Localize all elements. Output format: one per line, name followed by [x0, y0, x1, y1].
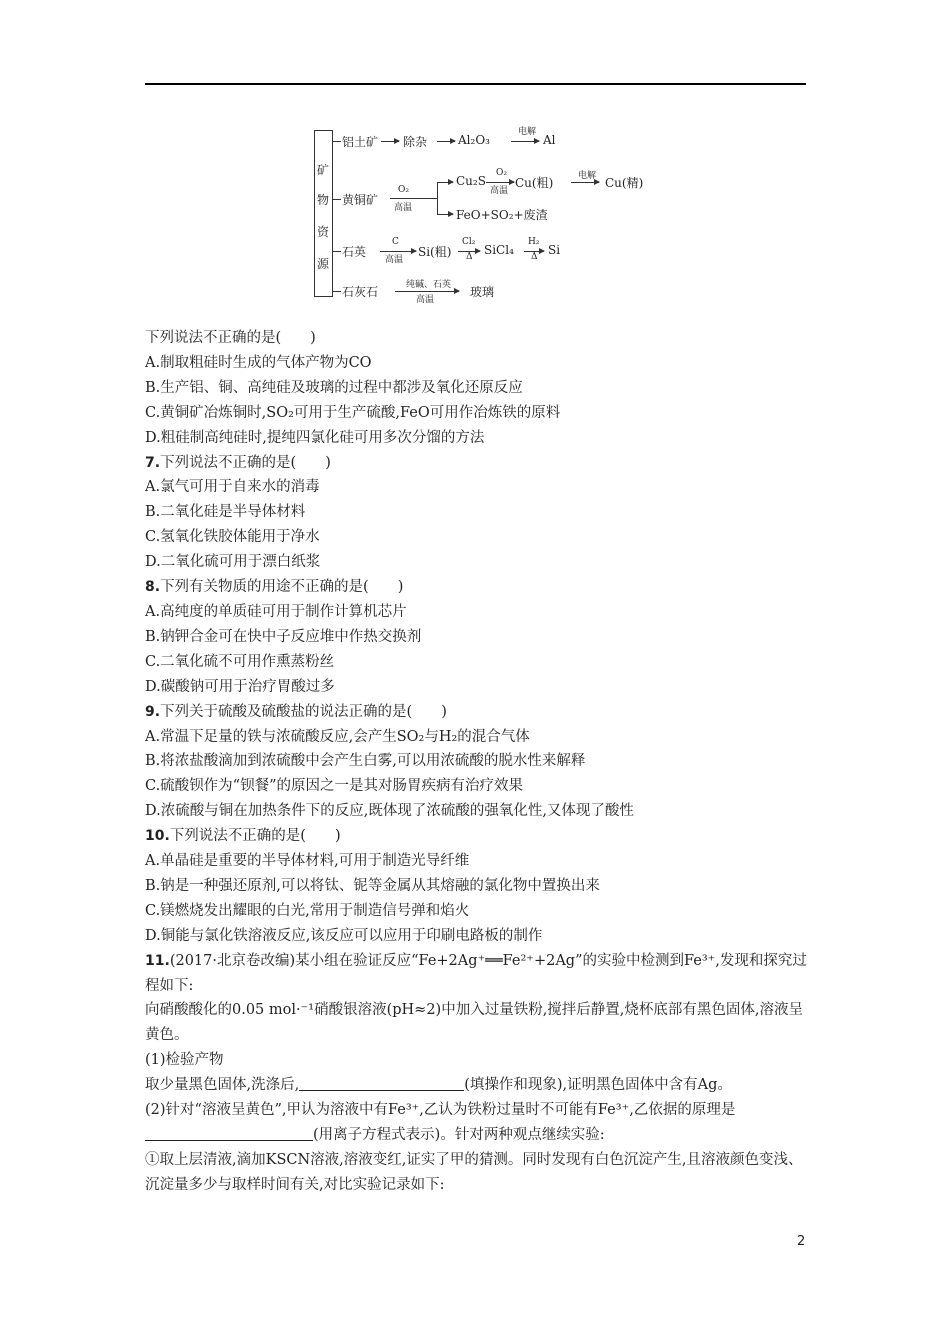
q9-stem: 下列关于硫酸及硫酸盐的说法正确的是( ) [160, 703, 447, 720]
condition: H₂ [528, 237, 540, 247]
q9-option-a: A.常温下足量的铁与浓硫酸反应,会产生SO₂与H₂的混合气体 [145, 728, 530, 745]
step-purify: 除杂 [403, 135, 428, 149]
source-bauxite: 铝土矿 [342, 135, 379, 149]
q11-part2-text: (用离子方程式表示)。针对两种观点继续实验: [313, 1127, 605, 1143]
product-glass: 玻璃 [470, 285, 495, 299]
page-number: 2 [797, 1234, 806, 1249]
q7-option-c: C.氢氧化铁胶体能用于净水 [145, 529, 320, 546]
q9-option-d: D.浓硫酸与铜在加热条件下的反应,既体现了浓硫酸的强氧化性,又体现了酸性 [145, 803, 634, 820]
product-si: Si [548, 243, 561, 257]
answer-blank-2[interactable] [145, 1124, 313, 1141]
q6-option-c: C.黄铜矿冶炼铜时,SO₂可用于生产硫酸,FeO可用作冶炼铁的原料 [145, 404, 561, 421]
q8-option-a: A.高纯度的单质硅可用于制作计算机芯片 [145, 603, 407, 620]
arrow [571, 182, 599, 183]
q8-option-b: B.钠钾合金可在快中子反应堆中作热交换剂 [145, 628, 422, 645]
arrow [437, 141, 455, 142]
q11-intro: (2017·北京卷改编)某小组在验证反应“Fe+2Ag⁺══Fe²⁺+2Ag”的实验中检测到Fe³⁺,发现和探究过程如下: [145, 952, 807, 994]
arrow [381, 141, 399, 142]
q11-part1-text: (填操作和现象),证明黑色固体中含有Ag。 [464, 1077, 732, 1094]
product-cu2s: Cu₂S [456, 174, 486, 188]
q6-stem: 下列说法不正确的是( ) [145, 330, 316, 346]
condition: C [392, 237, 399, 247]
condition: Cl₂ [462, 237, 476, 247]
diagram-root-box [314, 130, 333, 297]
condition: O₂ [398, 185, 409, 195]
answer-blank-1[interactable] [299, 1074, 464, 1091]
condition: 高温 [385, 255, 404, 265]
condition: O₂ [496, 168, 507, 178]
condition: 高温 [394, 203, 413, 213]
q8-stem-line [145, 575, 810, 600]
q7-option-a: A.氯气可用于自来水的消毒 [145, 479, 320, 496]
q8-number: 8. [145, 579, 161, 596]
product-feo-so2: FeO+SO₂+废渣 [456, 208, 548, 222]
q11-part2-step1: ①取上层清液,滴加KSCN溶液,溶液变红,证实了甲的猜测。同时发现有白色沉淀产生,且溶液颜色变浅、沉淀量多少与取样时间有关,对比实验记录如下: [145, 1151, 803, 1193]
condition: Δ [531, 252, 538, 262]
q7-stem-line [145, 451, 810, 476]
q11-number: 11. [145, 952, 170, 969]
q8-option-c: C.二氧化硫不可用作熏蒸粉丝 [145, 653, 335, 670]
q6-option-a: A.制取粗硅时生成的气体产物为CO [145, 354, 372, 371]
q7-number: 7. [145, 454, 161, 471]
arrow [437, 214, 453, 215]
q11-part1-title: (1)检验产物 [145, 1052, 224, 1069]
q11-setup: 向硝酸酸化的0.05 mol·⁻¹硝酸银溶液(pH≈2)中加入过量铁粉,搅拌后静置,烧杯底部有黑色固体,溶液呈黄色。 [145, 1002, 804, 1044]
root-char: 矿 [317, 163, 330, 177]
product-al: Al [543, 133, 556, 147]
q7-option-b: B.二氧化硅是半导体材料 [145, 504, 306, 521]
q10-option-b: B.钠是一种强还原剂,可以将钛、铌等金属从其熔融的氯化物中置换出来 [145, 877, 600, 894]
condition: 高温 [416, 295, 435, 305]
q11-part1-text: 取少量黑色固体,洗涤后, [145, 1077, 300, 1094]
condition: 纯碱、石英 [406, 280, 452, 290]
source-limestone: 石灰石 [342, 285, 379, 299]
q11-part1-line [145, 1073, 810, 1098]
q11-part2-line [145, 1098, 810, 1148]
root-char: 源 [317, 257, 330, 271]
product-crude-cu: Cu(粗) [515, 176, 554, 190]
product-crude-si: Si(粗) [418, 245, 452, 259]
condition: 电解 [518, 127, 537, 137]
q10-option-d: D.铜能与氯化铁溶液反应,该反应可以应用于印刷电路板的制作 [145, 927, 543, 944]
q6-option-d: D.粗硅制高纯硅时,提纯四氯化硅可用多次分馏的方法 [145, 429, 485, 446]
question-content [145, 326, 810, 1198]
condition: 高温 [490, 186, 509, 196]
q8-stem: 下列有关物质的用途不正确的是( ) [160, 579, 404, 596]
source-chalcopyrite: 黄铜矿 [342, 193, 379, 207]
q9-option-c: C.硫酸钡作为“钡餐”的原因之一是其对肠胃疾病有治疗效果 [145, 778, 524, 795]
q7-stem: 下列说法不正确的是( ) [160, 454, 331, 471]
source-quartz: 石英 [342, 245, 367, 259]
q10-stem-line [145, 824, 810, 849]
q10-option-c: C.镁燃烧发出耀眼的白光,常用于制造信号弹和焰火 [145, 902, 470, 919]
product-sicl4: SiCl₄ [484, 243, 514, 257]
mineral-resources-diagram [310, 127, 644, 305]
q9-stem-line [145, 700, 810, 725]
q6-option-b: B.生产铝、铜、高纯硅及玻璃的过程中都涉及氧化还原反应 [145, 379, 523, 396]
root-char: 资 [317, 225, 330, 239]
q11-part2-text: (2)针对“溶液呈黄色”,甲认为溶液中有Fe³⁺,乙认为铁粉过量时不可能有Fe³⁺,乙依据的原理是 [145, 1102, 736, 1119]
root-char: 物 [317, 193, 330, 207]
header-rule [145, 83, 806, 85]
q10-option-a: A.单晶硅是重要的半导体材料,可用于制造光导纤维 [145, 853, 470, 870]
product-al2o3: Al₂O₃ [458, 133, 490, 147]
product-pure-cu: Cu(精) [605, 176, 644, 190]
condition: Δ [466, 252, 473, 262]
q10-stem: 下列说法不正确的是( ) [169, 828, 341, 845]
q7-option-d: D.二氧化硫可用于漂白纸浆 [145, 554, 321, 571]
q9-number: 9. [145, 703, 161, 720]
q9-option-b: B.将浓盐酸滴加到浓硫酸中会产生白雾,可以用浓硫酸的脱水性来解释 [145, 753, 586, 770]
arrow [437, 182, 453, 183]
arrow [511, 141, 539, 142]
q11-intro-line [145, 949, 810, 999]
condition: 电解 [578, 171, 597, 181]
q8-option-d: D.碳酸钠可用于治疗胃酸过多 [145, 678, 335, 695]
q10-number: 10. [145, 828, 170, 845]
